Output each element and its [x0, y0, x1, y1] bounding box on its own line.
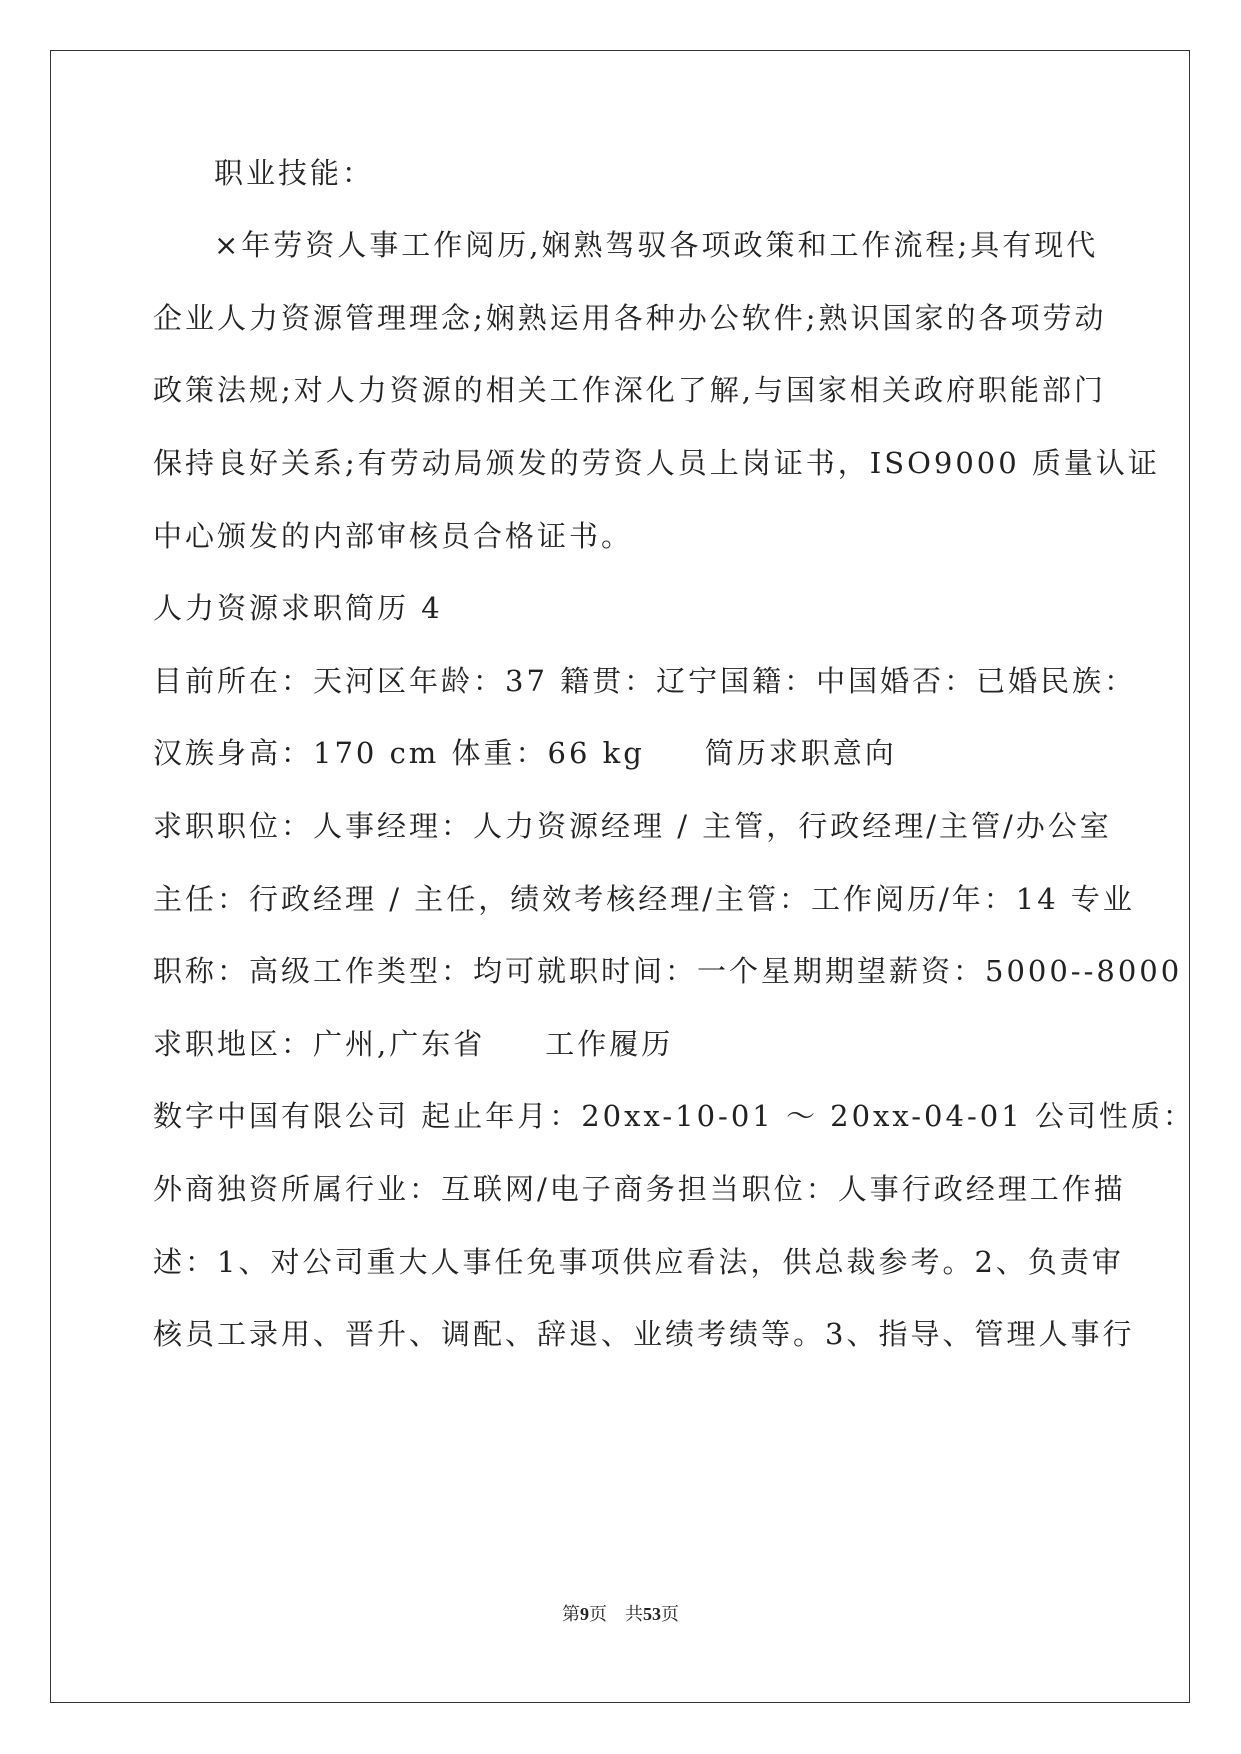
resume-line-9: 述：1、对公司重大人事任免事项供应看法，供总裁参考。2、负责审 [153, 1245, 1124, 1279]
skills-line-1: ×年劳资人事工作阅历,娴熟驾驭各项政策和工作流程;具有现代 [214, 228, 1099, 262]
resume-line-7: 数字中国有限公司 起止年月：20xx-10-01 ～ 20xx-04-01 公司性质： [153, 1099, 1195, 1133]
resume-line-2-heading: 简历求职意向 [704, 736, 897, 770]
skills-line-5: 中心颁发的内部审核员合格证书。 [153, 519, 634, 553]
resume-line-1: 目前所在：天河区年龄：37 籍贯：辽宁国籍：中国婚否：已婚民族： [153, 664, 1137, 698]
skills-heading: 职业技能： [214, 156, 375, 190]
resume-line-4: 主任：行政经理 / 主任，绩效考核经理/主管：工作阅历/年：14 专业 [153, 882, 1135, 916]
resume-line-3: 求职职位：人事经理：人力资源经理 / 主管，行政经理/主管/办公室 [153, 809, 1112, 843]
footer-suffix: 页 [661, 1604, 679, 1624]
footer-prefix: 第 [562, 1604, 580, 1624]
resume-line-6-heading: 工作履历 [545, 1027, 674, 1061]
skills-line-3: 政策法规;对人力资源的相关工作深化了解,与国家相关政府职能部门 [153, 373, 1106, 407]
resume-line-6 [153, 1024, 673, 1064]
skills-line-4: 保持良好关系;有劳动局颁发的劳资人员上岗证书，ISO9000 质量认证 [153, 446, 1160, 480]
page-footer [0, 1600, 1241, 1626]
footer-middle: 页 共 [589, 1604, 643, 1624]
resume-line-8: 外商独资所属行业：互联网/电子商务担当职位：人事行政经理工作描 [153, 1172, 1126, 1206]
skills-line-2: 企业人力资源管理理念;娴熟运用各种办公软件;熟识国家的各项劳动 [153, 301, 1107, 335]
resume-line-6-info: 求职地区：广州,广东省 [153, 1027, 486, 1061]
resume-title: 人力资源求职简历 4 [153, 591, 443, 625]
total-pages: 53 [643, 1604, 661, 1624]
resume-line-10: 核员工录用、晋升、调配、辞退、业绩考绩等。3、指导、管理人事行 [153, 1317, 1135, 1351]
page-number: 9 [580, 1604, 589, 1624]
resume-line-5: 职称：高级工作类型：均可就职时间：一个星期期望薪资：5000--8000 [153, 954, 1183, 988]
resume-line-2 [153, 733, 897, 773]
resume-line-2-info: 汉族身高：170 cm 体重：66 kg [153, 736, 645, 770]
